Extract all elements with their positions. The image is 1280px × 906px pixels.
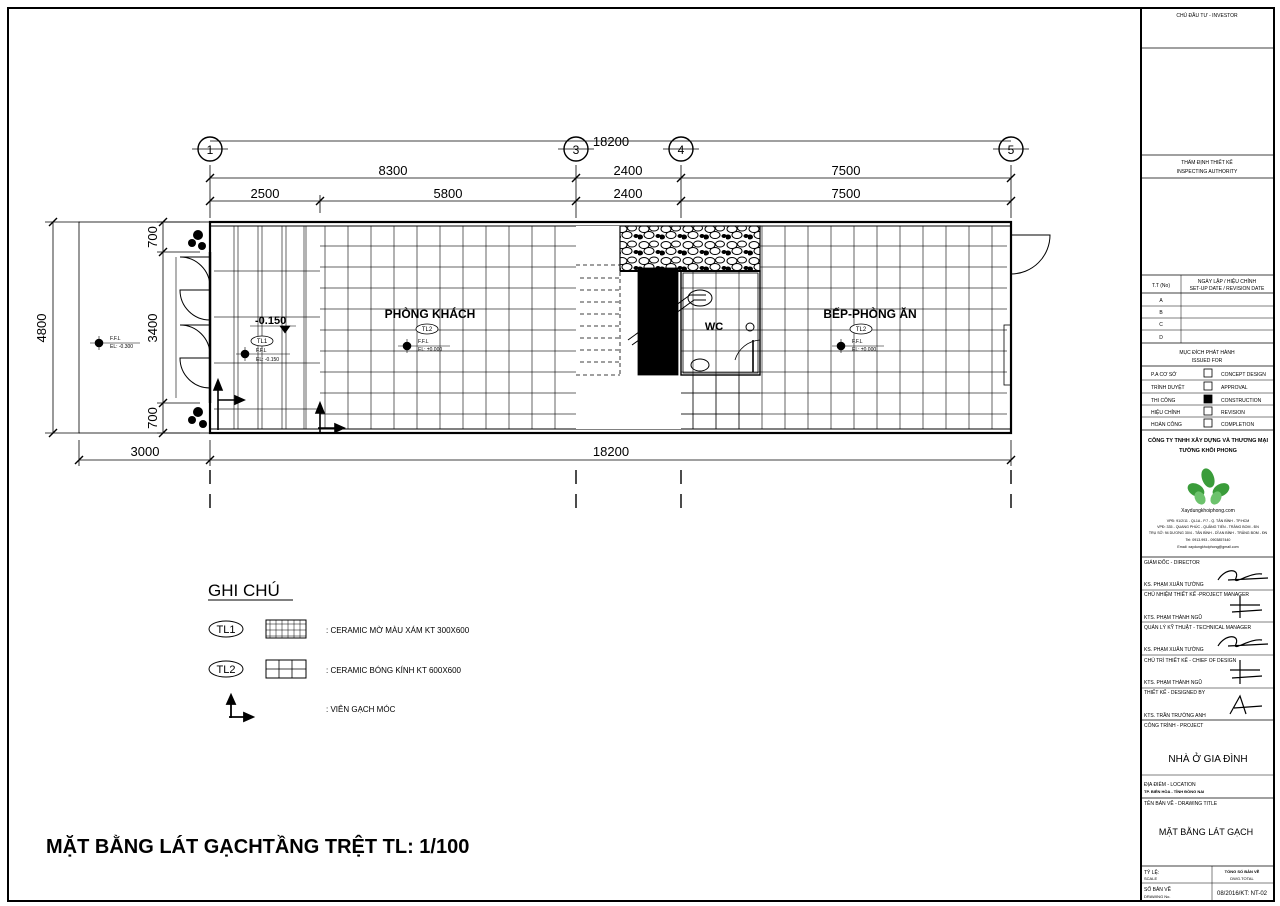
dim-text: 2400 <box>613 186 643 201</box>
tb-dwg-en: DRAWING No. <box>1144 894 1171 899</box>
level-tag: F.F.L <box>418 339 429 345</box>
tb-issue-en: CONCEPT DESIGN <box>1221 372 1266 378</box>
tb-rev-col2-en: SET-UP DATE / REVISION DATE <box>1189 286 1265 292</box>
dim-text: 3000 <box>130 444 160 459</box>
tb-inspecting-en: INSPECTING AUTHORITY <box>1176 169 1238 175</box>
tb-person: KS. PHẠM XUÂN TƯỜNG <box>1144 582 1204 588</box>
tb-person: KS. PHẠM XUÂN TƯỜNG <box>1144 647 1204 653</box>
level-value: EL: -0.150 <box>256 357 280 363</box>
porch-level: -0.150 <box>255 315 287 327</box>
axis-label: 5 <box>1007 143 1015 157</box>
dim-text: 700 <box>145 407 160 429</box>
dim-left-overall: 4800 <box>34 313 49 343</box>
tag-tl1: TL1 <box>256 339 268 345</box>
tb-issue-label: HIỆU CHỈNH <box>1151 410 1181 416</box>
dim-text: 8300 <box>378 163 408 178</box>
tb-addr: Tel: 0913.993 - 0903857440 <box>1185 538 1231 542</box>
tb-rev-row: D <box>1159 335 1163 341</box>
tb-addr: TRỤ SỞ: 94 DƯƠNG 30/4 - TÂN BÌNH - DĨ AN BÌNH - TRẢNG BOM - ĐN <box>1148 531 1268 535</box>
tb-addr: VPĐ: 91/2/11 - QL1A - P.7 - Q. TÂN BÌNH - TP.HCM <box>1166 519 1250 523</box>
tb-company: CÔNG TY TNHH XÂY DỰNG VÀ THƯƠNG MẠI <box>1148 438 1268 444</box>
tag-tl2: TL2 <box>855 327 867 333</box>
tb-issue-label: THI CÔNG <box>1151 398 1176 404</box>
tb-role: CHỦ TRÌ THIẾT KẾ - CHIEF OF DESIGN <box>1144 658 1237 664</box>
sheet-border <box>8 8 1274 901</box>
dim-overall-top: 18200 <box>592 134 630 149</box>
tb-investor: CHỦ ĐẦU TƯ - INVESTOR <box>1176 13 1238 19</box>
dim-text: 7500 <box>831 186 861 201</box>
tb-location-value: TP. BIÊN HÒA - TỈNH ĐỒNG NAI <box>1144 789 1205 794</box>
axis-label: 1 <box>206 143 214 157</box>
level-value: EL: ±0.000 <box>418 347 443 353</box>
level-tag: F.F.L <box>110 336 121 342</box>
tb-total-en: DWG.TOTAL <box>1230 876 1254 881</box>
kitchen-tiles <box>760 226 1007 429</box>
axis-label: 4 <box>677 143 685 157</box>
tb-dwg-label: SỐ BẢN VẼ <box>1144 887 1171 893</box>
tb-rev-row: C <box>1159 322 1163 328</box>
tb-location-label: ĐỊA ĐIỂM - LOCATION <box>1144 782 1196 788</box>
legend-tag-label: TL1 <box>216 624 236 636</box>
planter-decoration <box>188 230 207 428</box>
tb-scale-en: SCALE <box>1144 876 1158 881</box>
tb-company-name: TƯỜNG KHÔI PHONG <box>1179 448 1237 454</box>
dim-text: 5800 <box>433 186 463 201</box>
tb-person: KTS. PHẠM THÀNH NGŨ <box>1144 680 1202 686</box>
tb-issued-en: ISSUED FOR <box>1191 358 1223 364</box>
front-doors <box>176 252 210 403</box>
tb-person: KTS. PHẠM THÀNH NGŨ <box>1144 615 1202 621</box>
room-label-wc: WC <box>704 321 724 333</box>
left-dimensions <box>45 218 200 437</box>
level-value: EL: ±0.000 <box>852 347 877 353</box>
dim-text: 7500 <box>831 163 861 178</box>
dim-text: 2400 <box>613 163 643 178</box>
living-tiles <box>320 226 576 429</box>
rock-garden <box>620 226 760 271</box>
legend-text: : CERAMIC MỜ MÀU XÁM KT 300X600 <box>326 626 470 635</box>
tb-role: CHỦ NHIỆM THIẾT KẾ -PROJECT MANAGER <box>1144 592 1250 598</box>
signature <box>1218 637 1268 647</box>
tb-role: QUẢN LÝ KỸ THUẬT - TECHNICAL MANAGER <box>1144 625 1252 631</box>
tb-project-name: NHÀ Ở GIA ĐÌNH <box>1168 754 1248 765</box>
tb-company-web: Xaydungkhoiphong.com <box>1181 508 1235 514</box>
notes-heading: GHI CHÚ <box>208 581 280 600</box>
level-value: EL: -0.300 <box>110 344 134 350</box>
checkbox-revision <box>1204 407 1212 415</box>
room-label-kitchen: BẾP-PHÒNG ĂN <box>823 307 917 321</box>
tb-rev-col2: NGÀY LẬP / HIỆU CHỈNH <box>1197 279 1257 285</box>
tb-person: KTS. TRẦN TRƯỜNG ANH <box>1144 713 1206 719</box>
tb-rev-row: B <box>1159 310 1163 316</box>
tb-issue-en: APPROVAL <box>1221 385 1248 391</box>
tb-scale-label: TỶ LỆ: <box>1144 870 1160 876</box>
tb-project-label: CÔNG TRÌNH - PROJECT <box>1144 723 1204 729</box>
drawing-title: MẶT BẰNG LÁT GẠCHTẦNG TRỆT TL: 1/100 <box>46 836 470 858</box>
tb-total-label: TỔNG SỐ BẢN VẼ <box>1224 869 1260 874</box>
legend-text: : CERAMIC BÓNG KÍNH KT 600X600 <box>326 666 462 675</box>
company-logo-icon <box>1185 467 1232 507</box>
tb-rev-row: A <box>1159 298 1163 304</box>
tb-issue-label: HOÀN CÔNG <box>1151 422 1182 428</box>
legend-arrow-icon <box>227 695 253 721</box>
tb-dwg-no: 08/2016/KT: NT-02 <box>1216 891 1268 897</box>
dim-text: 700 <box>145 226 160 248</box>
tb-role: THIẾT KẾ - DESIGNED BY <box>1144 690 1206 696</box>
tb-sheet-label: TÊN BẢN VẼ - DRAWING TITLE <box>1144 801 1218 807</box>
checkbox-concept <box>1204 369 1212 377</box>
checkbox-approval <box>1204 382 1212 390</box>
tb-inspecting: THẨM ĐỊNH THIẾT KẾ <box>1181 160 1233 166</box>
tb-issue-en: COMPLETION <box>1221 422 1255 428</box>
tb-rev-col1: T.T (No) <box>1152 283 1170 289</box>
level-tag: F.F.L <box>852 339 863 345</box>
tb-issue-label: TRÌNH DUYỆT <box>1151 385 1185 391</box>
notes-legend <box>208 581 470 721</box>
legend-tag-label: TL2 <box>216 664 236 676</box>
level-tag: F.F.L <box>256 348 267 354</box>
tb-issued: MỤC ĐÍCH PHÁT HÀNH <box>1179 350 1235 356</box>
dim-text: 2500 <box>250 186 280 201</box>
checkbox-completion <box>1204 419 1212 427</box>
dim-text: 3400 <box>145 313 160 343</box>
signature <box>1218 571 1268 581</box>
room-label-living: PHÒNG KHÁCH <box>384 307 476 321</box>
tb-addr: Email: xaydungkhoiphong@gmail.com <box>1177 545 1239 549</box>
tb-sheet-name: MẶT BẰNG LÁT GẠCH <box>1158 827 1254 837</box>
title-block-text <box>1144 12 1268 899</box>
top-dimensions <box>206 141 1015 218</box>
tag-tl2: TL2 <box>421 327 433 333</box>
legend-text: : VIÊN GẠCH MÓC <box>326 705 396 714</box>
tb-addr: VPĐ: 335 - QUANG PHÚC - QUẢNG TIẾN - TRẢNG BOM - ĐN <box>1157 525 1259 529</box>
signature <box>1230 696 1262 714</box>
tb-issue-en: REVISION <box>1221 410 1245 416</box>
dim-text: 18200 <box>592 444 630 459</box>
tb-role: GIÁM ĐỐC - DIRECTOR <box>1144 560 1200 566</box>
axis-lines <box>210 470 1011 515</box>
floor-plan <box>34 134 1050 515</box>
title-block <box>1141 8 1274 901</box>
legend-swatch <box>266 620 306 638</box>
axis-label: 3 <box>572 143 580 157</box>
tb-issue-label: P.A CƠ SỞ <box>1151 372 1177 378</box>
tb-issue-en: CONSTRUCTION <box>1221 398 1262 404</box>
checkbox-construction <box>1204 395 1212 403</box>
signature <box>1230 596 1262 618</box>
bottom-dimensions <box>75 440 1015 466</box>
